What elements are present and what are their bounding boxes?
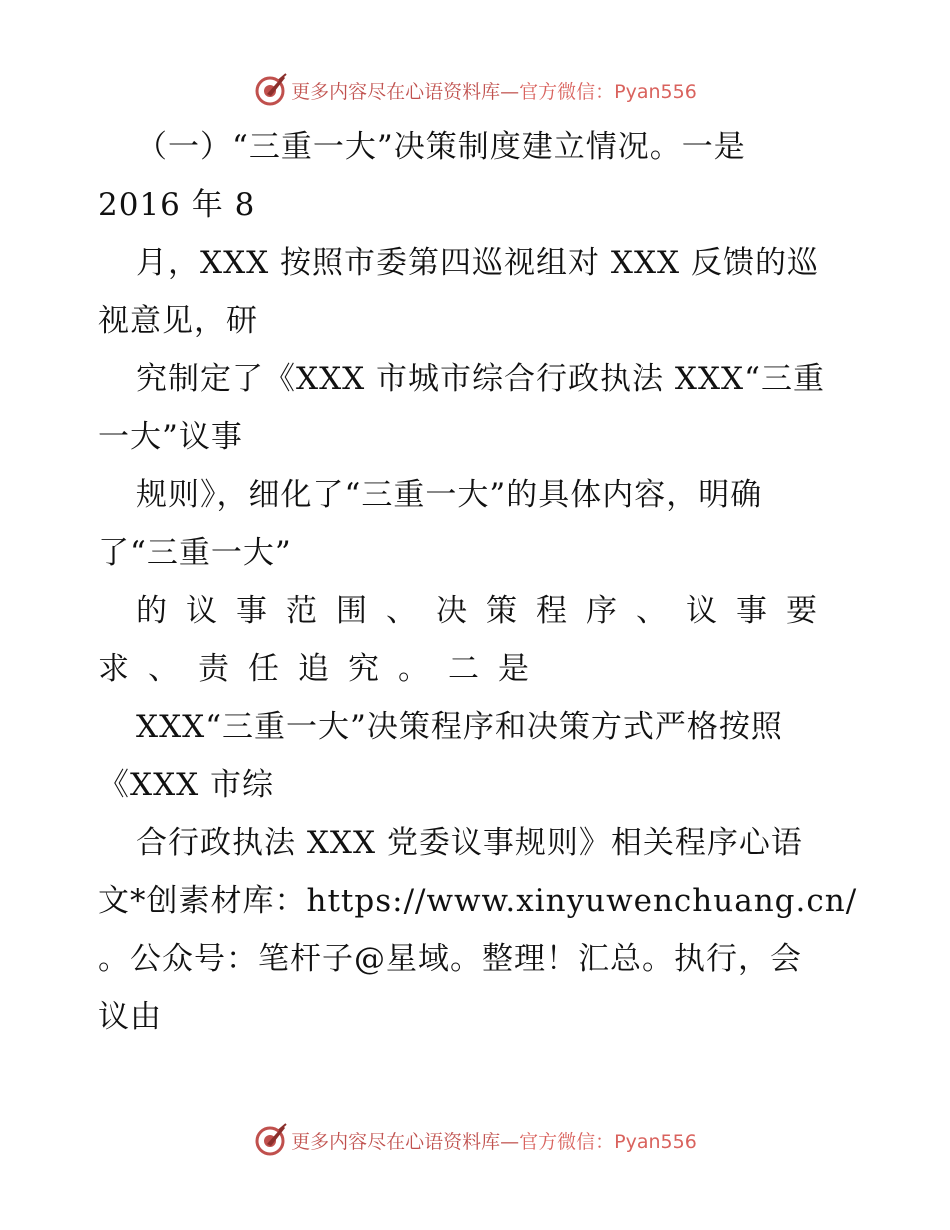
body-line: 。公众号：笔杆子@星域。整理！汇总。执行，会 — [98, 941, 802, 977]
body-line: 文*创素材库：https://www.xinyuwenchuang.cn/ — [98, 883, 858, 919]
watermark-wechat: 官方微信：Pyan556 — [519, 1130, 697, 1153]
body-line: XXX“三重一大”决策程序和决策方式严格按照 — [136, 709, 783, 745]
quill-logo-icon — [253, 72, 289, 108]
body-line: 一大”议事 — [98, 419, 243, 455]
header-watermark — [0, 70, 950, 110]
watermark-wechat: 官方微信：Pyan556 — [519, 80, 697, 103]
watermark-main: 更多内容尽在心语资料库 — [291, 1130, 501, 1153]
watermark-separator: — — [500, 1130, 520, 1153]
body-line: 合行政执法 XXX 党委议事规则》相关程序心语 — [136, 825, 803, 861]
body-line: 的议事范围、决策程序、议事要 — [136, 593, 836, 629]
watermark-main: 更多内容尽在心语资料库 — [291, 80, 501, 103]
body-line: 《XXX 市综 — [98, 767, 275, 803]
quill-logo-icon — [253, 1122, 289, 1158]
body-line: 月，XXX 按照市委第四巡视组对 XXX 反馈的巡 — [136, 245, 819, 281]
body-line: 2016 年 8 — [98, 187, 256, 223]
footer-watermark — [0, 1120, 950, 1160]
body-line: 了“三重一大” — [98, 535, 292, 571]
body-line: 规则》，细化了“三重一大”的具体内容，明确 — [136, 477, 763, 513]
watermark-separator: — — [500, 80, 520, 103]
body-line: （一）“三重一大”决策制度建立情况。一是 — [136, 129, 746, 165]
document-body — [98, 118, 858, 1046]
watermark-text — [291, 77, 697, 104]
body-line: 视意见，研 — [98, 303, 258, 339]
body-line: 究制定了《XXX 市城市综合行政执法 XXX“三重 — [136, 361, 825, 397]
body-line: 求、责任追究。二是 — [98, 651, 548, 687]
body-line: 议由 — [98, 999, 162, 1035]
watermark-text — [291, 1127, 697, 1154]
